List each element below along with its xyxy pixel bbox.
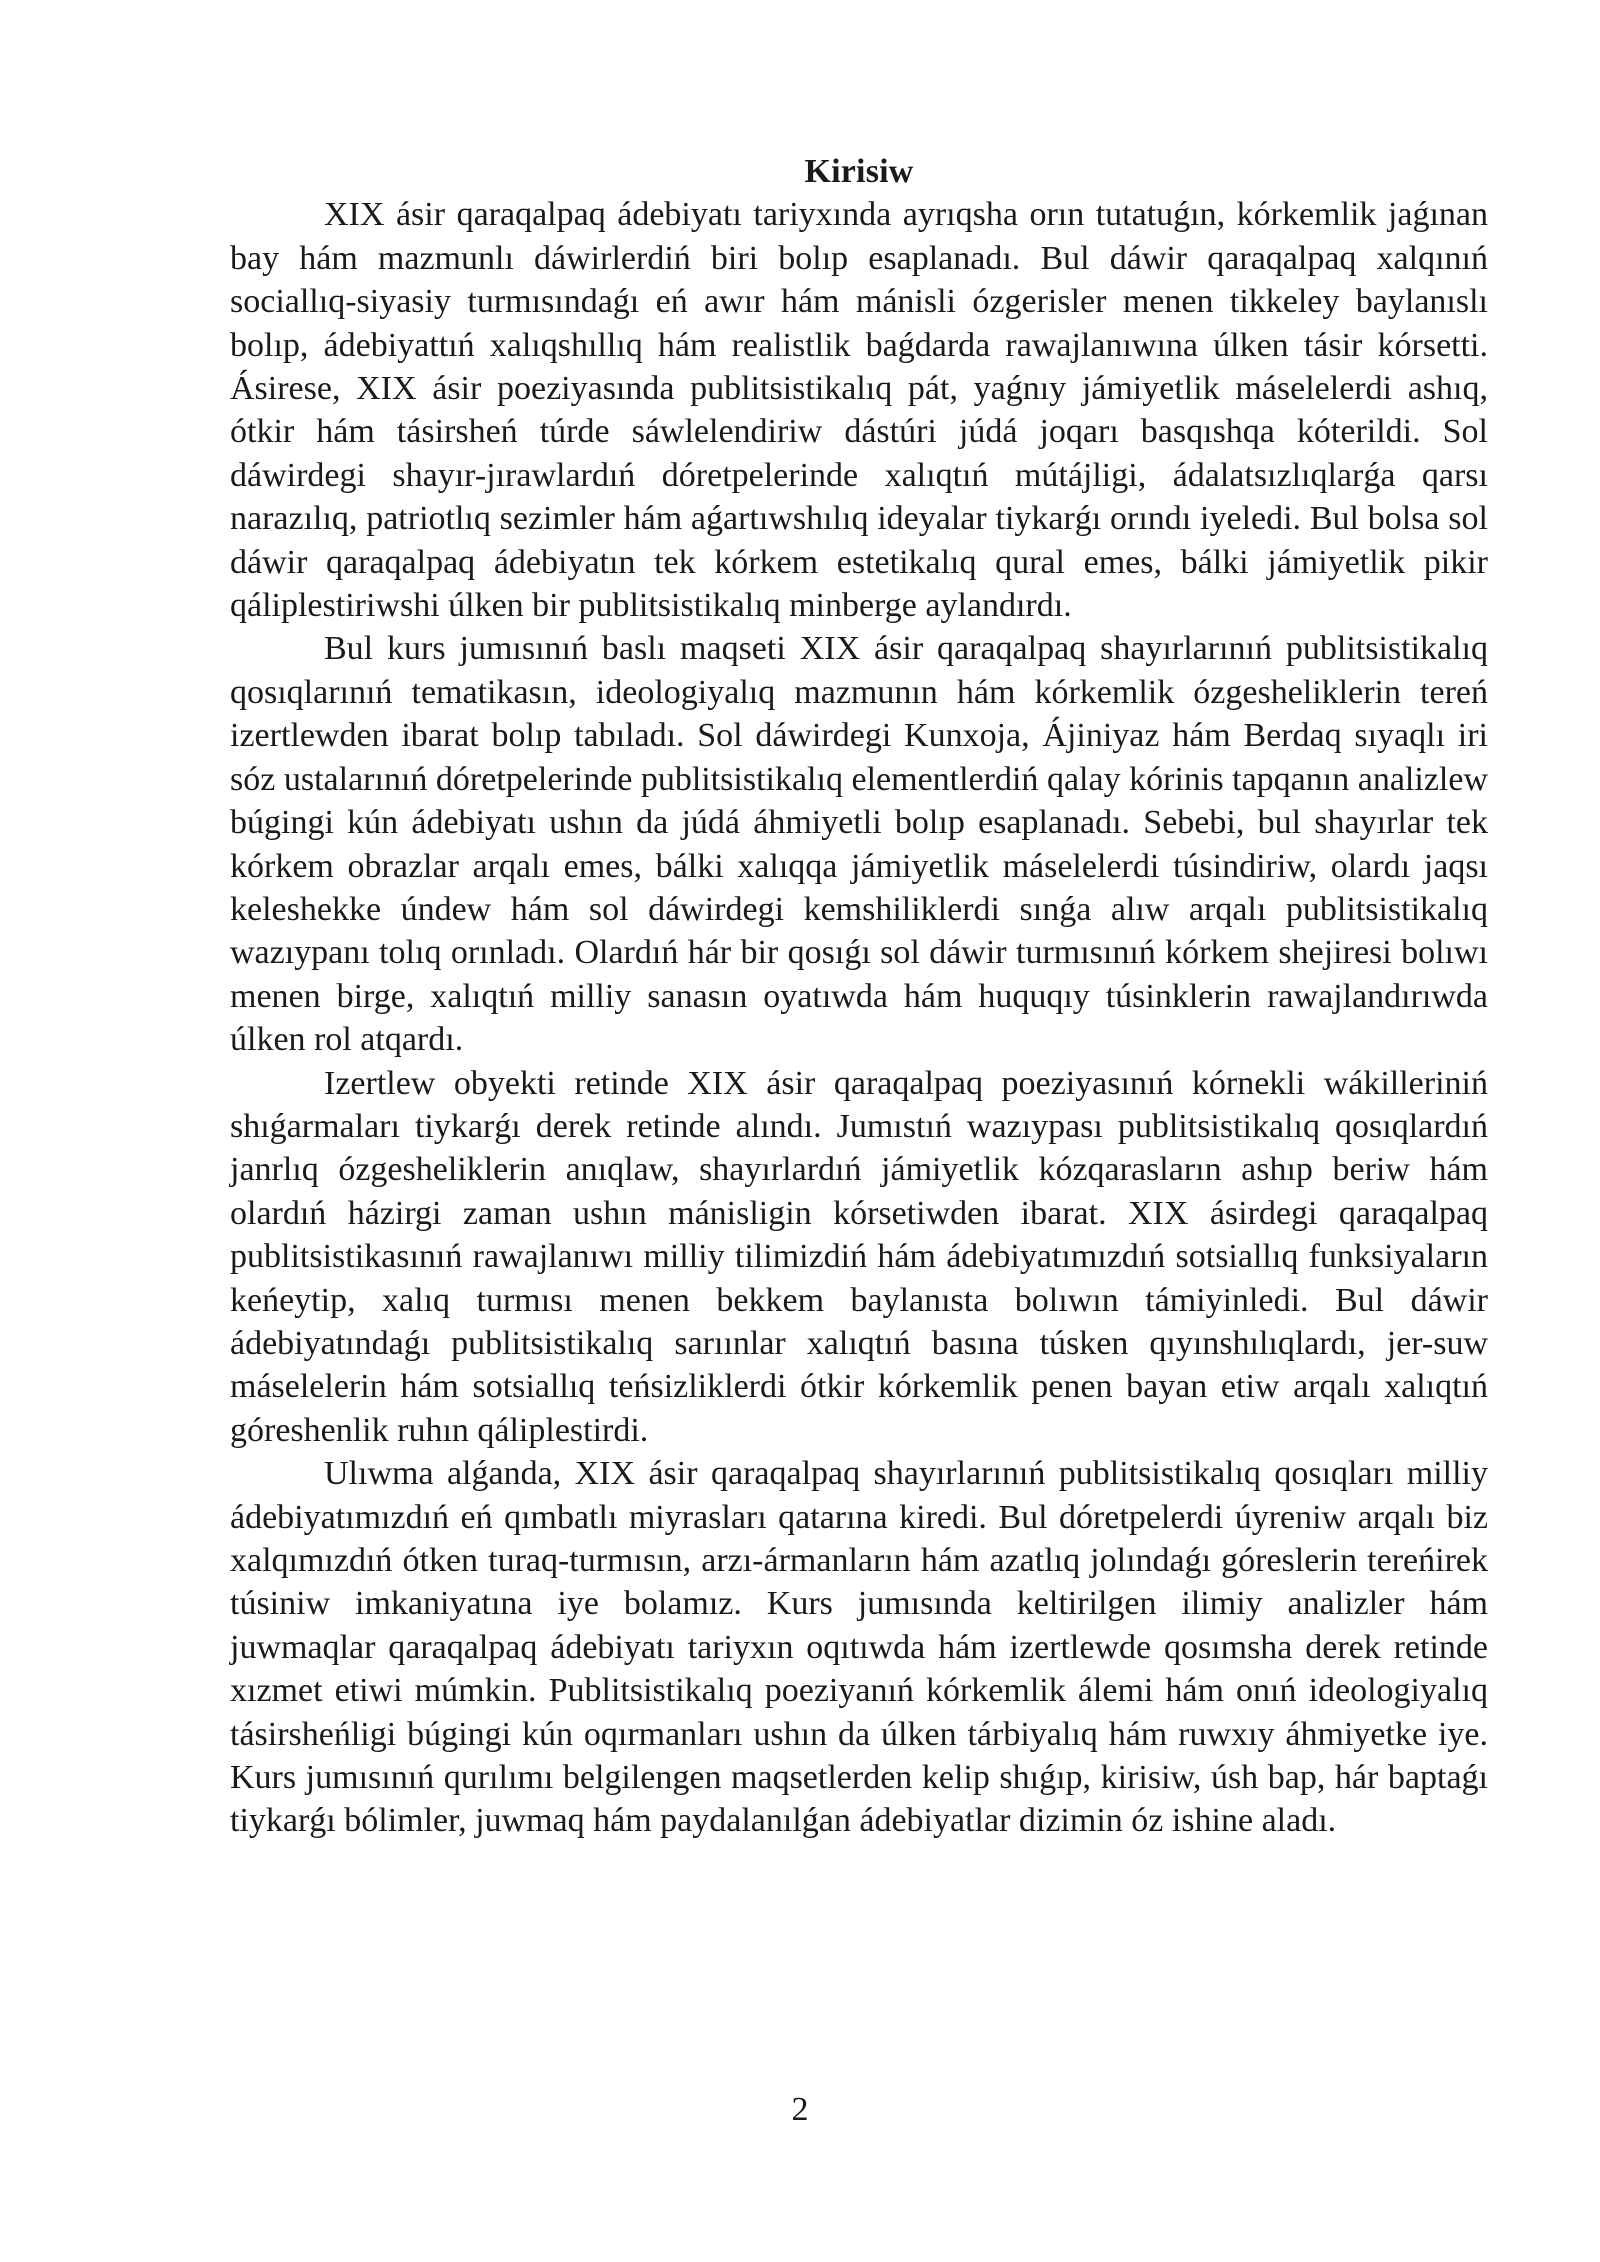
paragraph-4: Ulıwma alǵanda, XIX ásir qaraqalpaq shayırlarınıń publitsistikalıq qosıqları milliy ádebiyatımızdıń eń qımbatlı miyrasları qatarına kiredi. Bul dóretpelerdi úyreniw arqalı biz xalqımızdıń ótken turaq-turmısın, arzı-ármanların hám azatlıq jolındaǵı góreslerin tereńirek túsiniw imkaniyatına iye bolamız. Kurs jumısında keltirilgen ilimiy analizler hám juwmaqlar qaraqalpaq ádebiyatı tariyxın oqıtıwda hám izertlewde qosımsha derek retinde xızmet etiwi múmkin. Publitsistikalıq poeziyanıń kórkemlik álemi hám onıń ideologiyalıq tásirsheńligi búgingi kún oqırmanları ushın da úlken tárbiyalıq hám ruwxıy áhmiyetke iye. Kurs jumısınıń qurılımı belgilengen maqsetlerden kelip shıǵıp, kirisiw, úsh bap, hár baptaǵı tiykarǵı bólimler, juwmaq hám paydalanılǵan ádebiyatlar dizimin óz ishine aladı.	[230, 1455, 1488, 1840]
paragraph-3: Izertlew obyekti retinde XIX ásir qaraqalpaq poeziyasınıń kórnekli wákilleriniń shıǵarmaları tiykarǵı derek retinde alındı. Jumıstıń wazıypası publitsistikalıq qosıqlardıń janrlıq ózgesheliklerin anıqlaw, shayırlardıń jámiyetlik kózqarasların ashıp beriw hám olardıń házirgi zaman ushın mánisligin kórsetiwden ibarat. XIX ásirdegi qaraqalpaq publitsistikasınıń rawajlanıwı milliy tilimizdiń hám ádebiyatımızdıń sotsiallıq funksiyaların keńeytip, xalıq turmısı menen bekkem baylanısta bolıwın támiyinledi. Bul dáwir ádebiyatındaǵı publitsistikalıq sarıınlar xalıqtıń basına túsken qıyınshılıqlardı, jer-suw máselelerin hám sotsiallıq teńsizliklerdi ótkir kórkemlik penen bayan etiw arqalı xalıqtıń góreshenlik ruhın qáliplestirdi.	[230, 1064, 1488, 1449]
page-number: 2	[791, 2091, 809, 2128]
page-body	[230, 150, 1488, 1843]
section-title: Kirisiw	[804, 153, 914, 190]
paragraph-1: XIX ásir qaraqalpaq ádebiyatı tariyxında ayrıqsha orın tutatuǵın, kórkemlik jaǵınan bay hám mazmunlı dáwirlerdiń biri bolıp esaplanadı. Bul dáwir qaraqalpaq xalqınıń sociallıq-siyasiy turmısındaǵı eń awır hám mánisli ózgerisler menen tikkeley baylanıslı bolıp, ádebiyattıń xalıqshıllıq hám realistlik baǵdarda rawajlanıwına úlken tásir kórsetti. Ásirese, XIX ásir poeziyasında publitsistikalıq pát, yaǵnıy jámiyetlik máselelerdi ashıq, ótkir hám tásirsheń túrde sáwlelendiriw dástúri júdá joqarı basqıshqa kóterildi. Sol dáwirdegi shayır-jırawlardıń dóretpelerinde xalıqtıń mútájligi, ádalatsızlıqlarǵa qarsı narazılıq, patriotlıq sezimler hám aǵartıwshılıq ideyalar tiykarǵı orındı iyeledi. Bul bolsa sol dáwir qaraqalpaq ádebiyatın tek kórkem estetikalıq qural emes, bálki jámiyetlik pikir qáliplestiriwshi úlken bir publitsistikalıq minberge aylandırdı.	[230, 196, 1488, 625]
paragraph-2: Bul kurs jumısınıń baslı maqseti XIX ásir qaraqalpaq shayırlarınıń publitsistikalıq qosıqlarınıń tematikasın, ideologiyalıq mazmunın hám kórkemlik ózgesheliklerin tereń izertlewden ibarat bolıp tabıladı. Sol dáwirdegi Kunxoja, Ájiniyaz hám Berdaq sıyaqlı iri sóz ustalarınıń dóretpelerinde publitsistikalıq elementlerdiń qalay kórinis tapqanın analizlew búgingi kún ádebiyatı ushın da júdá áhmiyetli bolıp esaplanadı. Sebebi, bul shayırlar tek kórkem obrazlar arqalı emes, bálki xalıqqa jámiyetlik máselelerdi túsindiriw, olardı jaqsı keleshekke úndew hám sol dáwirdegi kemshiliklerdi sınǵa alıw arqalı publitsistikalıq wazıypanı tolıq orınladı. Olardıń hár bir qosıǵı sol dáwir turmısınıń kórkem shejiresi bolıwı menen birge, xalıqtıń milliy sanasın oyatıwda hám huquqıy túsinklerin rawajlandırıwda úlken rol atqardı.	[230, 630, 1488, 1059]
